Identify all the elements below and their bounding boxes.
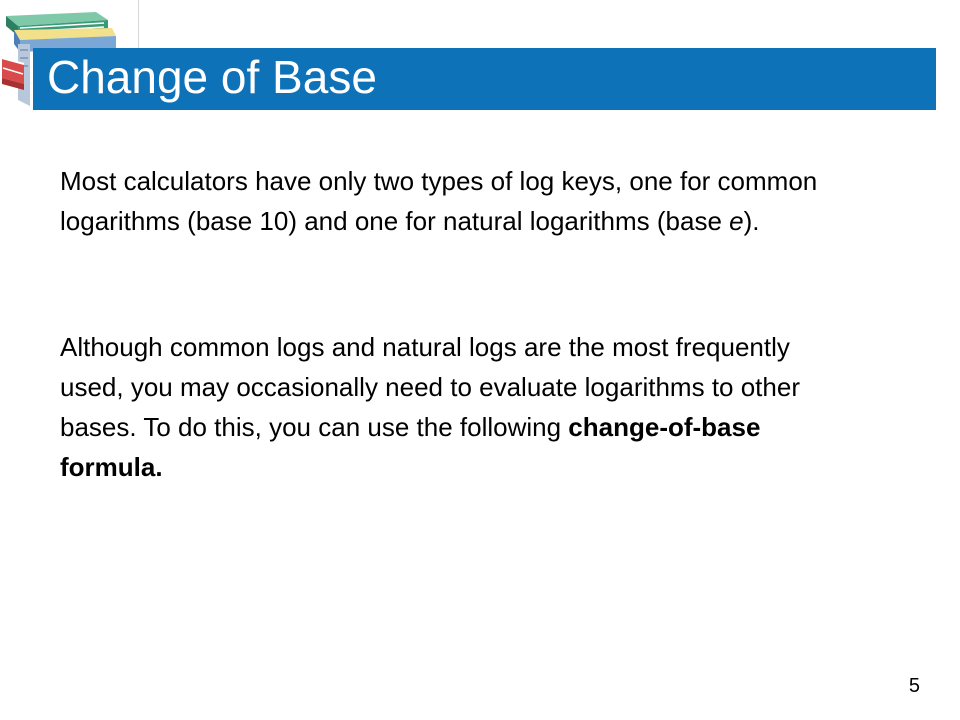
paragraph-calculator-log-keys (60, 161, 860, 241)
change-of-base-term: change-of-base formula. (60, 412, 761, 482)
paragraph1-text: Most calculators have only two types of log keys, one for common logarithms (base 10) and one for natural logarithms (base (60, 166, 818, 236)
header-divider (138, 0, 139, 48)
paragraph-other-bases (60, 327, 860, 487)
page-number: 5 (908, 675, 920, 697)
paragraph2-text: Although common logs and natural logs are the most frequently used, you may occasionally need to evaluate logarithms to other bases. To do this, you can use the following (60, 332, 800, 442)
paragraph1-italic-e: e (729, 206, 744, 236)
paragraph1-text-end: ). (743, 206, 760, 236)
slide-title: Change of Base (47, 51, 377, 103)
